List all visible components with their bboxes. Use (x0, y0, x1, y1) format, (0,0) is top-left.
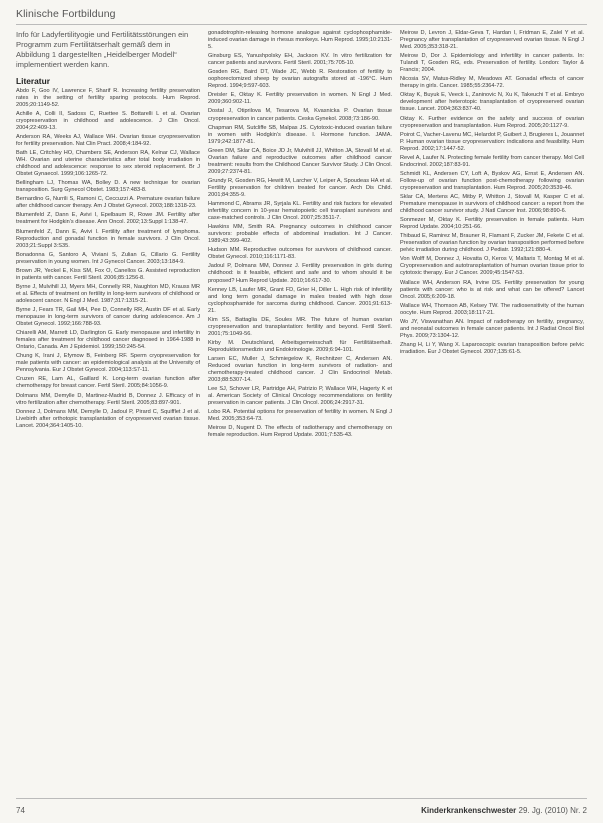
reference-entry: Wo JY, Viswanathan AN. Impact of radiotherapy on fertility, pregnancy, and neonatal outcomes in female cancer patients. Int J Radiat Oncol Biol Phys. 2009;73:1304-12. (400, 318, 584, 339)
running-header: Klinische Fortbildung (16, 8, 116, 20)
reference-entry: Hawkins MM, Smith RA. Pregnancy outcomes in childhood cancer survivors: probable effects of abdominal irradiation. Int J Cancer. 1989;43:399-402. (208, 224, 392, 245)
reference-entry: Oktay K. Further evidence on the safety and success of ovarian cryopreservation and transplantation. Hum Reprod. 2005;20:1127-9. (400, 115, 584, 129)
reference-entry: Thibaud E, Ramirez M, Brauner R, Flamant F, Zucker JM, Fekete C et al. Preservation of ovarian function by ovarian transposition performed before pelvic irradiation during childhood. J Pediatr. 1992;121:880-4. (400, 233, 584, 254)
reference-entry: Donnez J, Dolmans MM, Demylle D, Jadoul P, Pirard C, Squifflet J et al. Livebirth after orthotopic transplantation of cryopreserved ovarian tissue. Lancet. 2004;364:1405-10. (16, 408, 200, 429)
reference-entry: Bellingham LJ, Thomas WA, Bolley D. A new technique for ovarian transposition. Surg Gynecol Obstet. 1983;157:483-8. (16, 180, 200, 194)
reference-entry: Chung K, Irani J, Efymow B, Feinberg RF. Sperm cryopreservation for male patients with cancer: an epidemiological analysis at the University of Pennsylvania. Eur J Obstet Gynecol. 2004;113:S7-11. (16, 353, 200, 374)
reference-entry: Achille A, Colli II, Sadoss C, Ruettee S. Bottarelli L et al. Ovarian cryopreservation in childhood and adolescence. J Clin Oncol. 2004;22:409-13. (16, 110, 200, 131)
column-3 (400, 30, 584, 789)
reference-entry: Dostal J, Otiprilova M, Tesarova M, Kvasnicka P. Ovarian tissue cryopreservation in cancer patients. Ceska Gynekol. 2008;73:186-90. (208, 108, 392, 122)
reference-entry: Abdo F, Goo IV, Lawrence F, Sharif R. Increasing fertility preservation rates in the setting of fertility sparing protocols. Hum Reprod. 2005;20:1149-52. (16, 87, 200, 108)
reference-entry: Kim SS, Battaglia DE, Soules MR. The future of human ovarian cryopreservation and transplantation: fertility and beyond. Fertil Steril. 2001;75:1049-56. (208, 316, 392, 337)
footer-divider (16, 798, 587, 799)
reference-entry: Sonmezer M, Oktay K. Fertility preservation in female patients. Hum Reprod Update. 2004;10:251-66. (400, 217, 584, 231)
page-number: 74 (16, 806, 25, 815)
reference-entry: Ginsburg ES, Yanushpolsky EH, Jackson KV. In vitro fertilization for cancer patients and survivors. Fertil Steril. 2001;75:705-10. (208, 53, 392, 67)
reference-entry: Bath LE, Critchley HO, Chambers SE, Anderson RA, Kelnar CJ, Wallace WH. Ovarian and uterine characteristics after total body irradiation in childhood and adolescence: response to sex steroid replacement. Br J Obstet Gynaecol. 1999;106:1265-72. (16, 150, 200, 178)
reference-entry: Green DM, Sklar CA, Boice JD Jr, Mulvihill JJ, Whitton JA, Stovall M et al. Ovarian failure and reproductive outcomes after childhood cancer treatment: results from the Childhood Cancer Survivor Study. J Clin Oncol. 2009;27:2374-81. (208, 147, 392, 175)
reference-entry: Zhang H, Li Y, Wang X. Laparoscopic ovarian transposition before pelvic irradiation. Eur J Obstet Gynecol. 2007;135:61-5. (400, 341, 584, 355)
reference-entry: Blumenfeld Z, Dann E, Avivi I. Fertility after treatment of lymphoma. Reproduction and gonadal function in female survivors. J Clin Oncol. 2003;21:Suppl 3:S35. (16, 228, 200, 249)
reference-entry: Kirby M. Deutschland, Arbeitsgemeinschaft für Fertilitätserhalt. Reproduktionsmedizin und Endokrinologie. 2009;6:94-101. (208, 339, 392, 353)
reference-entry: Poirot C, Vacher-Lavenu MC, Helardot P, Guibert J, Brugieres L, Jouannet P. Human ovarian tissue cryopreservation: indications and feasibility. Hum Reprod. 2002;17:1447-52. (400, 131, 584, 152)
reference-entry: Hammond C, Abrams JR, Syrjala KL. Fertility and risk factors for elevated infertility concern in 10-year hematopoietic cell transplant survivors and case-matched controls. J Clin Oncol. 2007;25:3511-7. (208, 201, 392, 222)
reference-entry: Wallace WH, Anderson RA, Irvine DS. Fertility preservation for young patients with cancer: who is at risk and what can be offered? Lancet Oncol. 2005;6:209-18. (400, 279, 584, 300)
reference-entry: Byrne J, Fears TR, Gail MH, Pee D, Connelly RR, Austin DF et al. Early menopause in long-term survivors of cancer during adolescence. Am J Obstet Gynecol. 1992;166:788-93. (16, 306, 200, 328)
reference-entry: Von Wolff M, Donnez J, Hovatta O, Keros V, Maltaris T, Montag M et al. Cryopreservation and autotransplantation of human ovarian tissue prior to cytotoxic therapy. Eur J Cancer. 2009;45:1547-53. (400, 256, 584, 277)
column-1 (16, 30, 200, 789)
reference-entry: Meirow D, Levron J, Eldar-Geva T, Hardan I, Fridman E, Zalel Y et al. Pregnancy after transplantation of cryopreserved ovarian tissue. N Engl J Med. 2005;353:318-21. (400, 30, 584, 51)
reference-entry: Nicosia SV, Matus-Ridley M, Meadows AT. Gonadal effects of cancer therapy in girls. Cancer. 1985;55:2364-72. (400, 76, 584, 90)
reference-entry: Byrne J, Mulvihill JJ, Myers MH, Connelly RR, Naughton MD, Krauss MR et al. Effects of treatment on fertility in long-term survivors of childhood or adolescent cancer. N Engl J Med. 1987;317:1315-21. (16, 283, 200, 304)
reference-list-3 (400, 30, 584, 356)
reference-entry: Cruzen RE, Lam AL, Gaillard K. Long-term ovarian function after chemotherapy for breast cancer. Fertil Steril. 2005;84:1056-9. (16, 376, 200, 390)
reference-entry: Larsen EC, Muller J, Schmiegelow K, Rechnitzer C, Andersen AN. Reduced ovarian function in long-term survivors of radiation- and chemotherapy-treated childhood cancer. J Clin Endocrinol Metab. 2003;88:5307-14. (208, 355, 392, 384)
reference-entry: Bernardino G, Nurrili S, Ramoni C, Ceccuzzi A. Premature ovarian failure after childhood cancer therapy. Am J Obstet Gynecol. 2003;188:1318-23. (16, 196, 200, 210)
reference-entry: Dolmans MM, Demylle D, Martinez-Madrid B, Donnez J. Efficacy of in vitro fertilization after chemotherapy. Fertil Steril. 2005;83:897-901. (16, 392, 200, 406)
reference-entry: Schmidt KL, Andersen CY, Loft A, Byskov AG, Ernst E, Andersen AN. Follow-up of ovarian function post-chemotherapy following ovarian cryopreservation and transplantation. Hum Reprod. 2005;20:3539-46. (400, 170, 584, 191)
reference-entry: Meirow D, Nugent D. The effects of radiotherapy and chemotherapy on female reproduction. Hum Reprod Update. 2001;7:535-43. (208, 425, 392, 439)
intro-paragraph: Info für Ladyfertilityogie und Fertilitätsstörungen ein Programm zum Fertilitätserhalt gemäß dem in Abbildung 1 dargestellten „Heidelberger Modell“ implementiert werden kann. (16, 30, 189, 69)
reference-entry: Wallace WH, Thomson AB, Kelsey TW. The radiosensitivity of the human oocyte. Hum Reprod. 2003;18:117-21. (400, 302, 584, 316)
reference-entry: Dreisler E, Oktay K. Fertility preservation in women. N Engl J Med. 2009;360:902-11. (208, 92, 392, 106)
reference-entry: Anderson RA, Weeks AJ, Wallace WH. Ovarian tissue cryopreservation for fertility preservation. Nat Clin Pract. 2008;4:184-92. (16, 133, 200, 147)
journal-issue: 29. Jg. (2010) Nr. 2 (516, 806, 587, 815)
reference-entry: Grundy R, Gosden RG, Hewitt M, Larcher V, Leiper A, Spoudeas HA et al. Fertility preservation for children treated for cancer. Arch Dis Child. 2001;84:355-9. (208, 177, 392, 198)
journal-citation (421, 806, 587, 815)
reference-entry: Jadoul P, Dolmans MM, Donnez J. Fertility preservation in girls during childhood: is it feasible, efficient and safe and to whom should it be proposed? Hum Reprod Update. 2010;16:617-30. (208, 263, 392, 284)
reference-entry: Brown JR, Yeckel E, Kiss SM, Fox O, Canellos G. Assisted reproduction in patients with cancer. Fertil Steril. 2006;85:1256-8. (16, 267, 200, 281)
literature-heading: Literatur (16, 75, 50, 86)
reference-entry: Blumenfeld Z, Dann E, Avivi I, Epelbaum R, Rowe JM. Fertility after treatment for Hodgkin’s disease. Ann Oncol. 2002;13:Suppl 1:138-47. (16, 212, 200, 226)
reference-entry: Kenney LB, Laufer MR, Grant FD, Grier H, Diller L. High risk of infertility and long term gonadal damage in males treated with high dose cyclophosphamide for sarcoma during childhood. Cancer. 2001;91:613-21. (208, 286, 392, 314)
reference-entry: Gosden RG, Baird DT, Wade JC, Webb R. Restoration of fertility to oophorectomized sheep by ovarian autografts stored at -196°C. Hum Reprod. 1994;9:597-603. (208, 69, 392, 90)
reference-entry: Bonadonna G, Santoro A, Viviani S, Zulian G, Cillario G. Fertility preservation in young women. Int J Gynecol Cancer. 2003;13:184-9. (16, 251, 200, 265)
reference-entry: Oktay K, Buyuk E, Veeck L, Zaninovic N, Xu K, Takeuchi T et al. Embryo development after heterotopic transplantation of cryopreserved ovarian tissue. Lancet. 2004;363:837-40. (400, 92, 584, 113)
reference-entry: Lee SJ, Schover LR, Partridge AH, Patrizio P, Wallace WH, Hagerty K et al. American Society of Clinical Oncology recommendations on fertility preservation in cancer patients. J Clin Oncol. 2006;24:2917-31. (208, 386, 392, 407)
reference-entry: Sklar CA, Mertens AC, Mitby P, Whitton J, Stovall M, Kasper C et al. Premature menopause in survivors of childhood cancer: a report from the childhood cancer survivor study. J Natl Cancer Inst. 2006;98:890-6. (400, 193, 584, 215)
journal-name: Kinderkrankenschwester (421, 806, 517, 815)
reference-entry: Revel A, Laufer N. Protecting female fertility from cancer therapy. Mol Cell Endocrinol. 2002;187:83-91. (400, 154, 584, 168)
reference-entry: Chiarelli AM, Marrett LD, Darlington G. Early menopause and infertility in females after treatment for childhood cancer diagnosed in 1964-1988 in Ontario, Canada. Am J Epidemiol. 1999;150:245-54. (16, 330, 200, 351)
reference-entry: gonadotrophin-releasing hormone analogue against cyclophosphamide-induced ovarian damage in rhesus monkeys. Hum Reprod. 1995;10:2131-5. (208, 30, 392, 51)
reference-list-2 (208, 30, 392, 439)
reference-entry: Lobo RA. Potential options for preservation of fertility in women. N Engl J Med. 2005;353:64-73. (208, 409, 392, 423)
reference-list-1 (16, 88, 200, 430)
reference-entry: Hudson MM. Reproductive outcomes for survivors of childhood cancer. Obstet Gynecol. 2010;116:1171-83. (208, 247, 392, 261)
header-divider (16, 24, 587, 25)
reference-entry: Meirow D, Dor J. Epidemiology and infertility in cancer patients. In: Tulandi T, Gosden RG, eds. Preservation of fertility. London: Taylor & Francis; 2004. (400, 53, 584, 74)
reference-entry: Chapman RM, Sutcliffe SB, Malpas JS. Cytotoxic-induced ovarian failure in women with Hodgkin’s disease. I. Hormone function. JAMA. 1979;242:1877-81. (208, 124, 392, 145)
column-2 (208, 30, 392, 789)
